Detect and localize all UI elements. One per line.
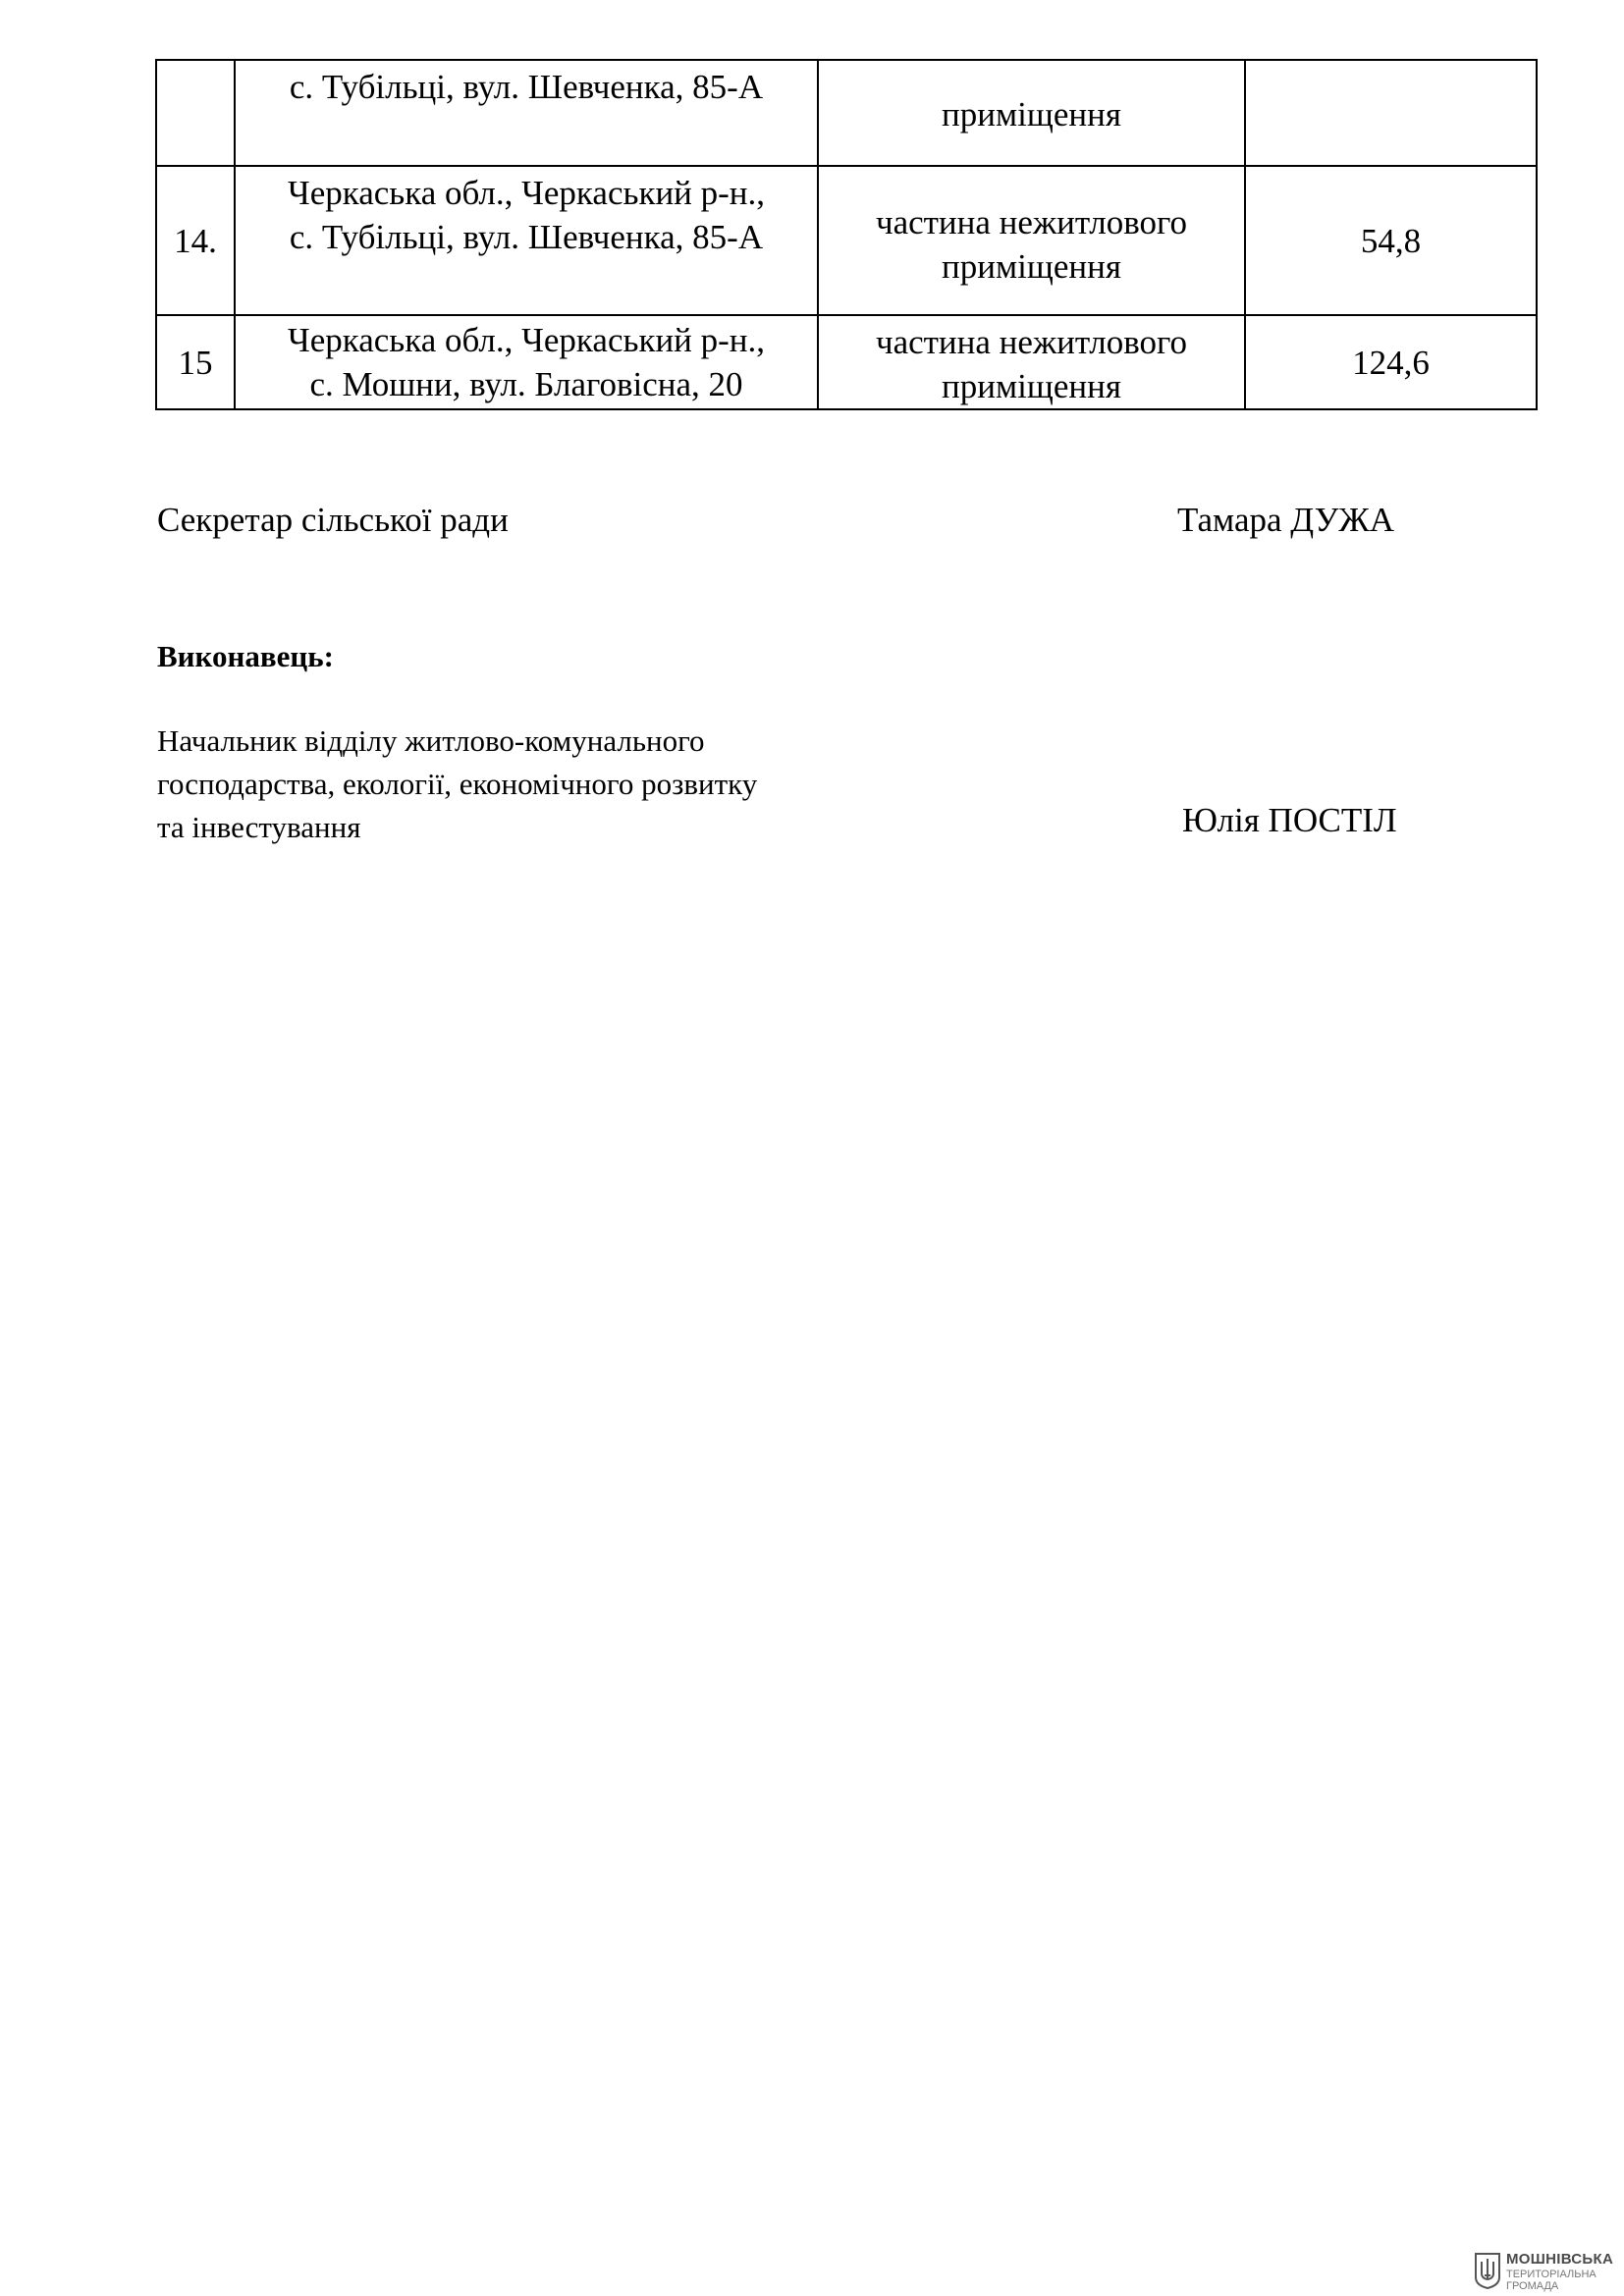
executor-position-line: Начальник відділу житлово-комунального [157, 723, 705, 758]
type-line: приміщення [942, 247, 1121, 286]
signature-title: Секретар сільської ради [157, 501, 509, 539]
address-line: Черкаська обл., Черкаський р-н., [287, 321, 766, 359]
row-number: 14. [156, 166, 235, 315]
executor-position-line: та інвестування [157, 810, 361, 844]
address-line: с. Мошни, вул. Благовісна, 20 [309, 365, 743, 403]
watermark-line: ГРОМАДА [1506, 2280, 1559, 2292]
executor-position [157, 720, 757, 849]
row-address [235, 315, 818, 409]
executor-position-line: господарства, екології, економічного розвитку [157, 767, 758, 801]
address-line: Черкаська обл., Черкаський р-н., [287, 174, 766, 212]
table-row [156, 315, 1537, 409]
address-line: с. Тубільці, вул. Шевченка, 85-А [289, 68, 764, 106]
row-number: 15 [156, 315, 235, 409]
row-area [1245, 60, 1537, 166]
row-address [235, 60, 818, 166]
table-row [156, 166, 1537, 315]
type-line: частина нежитлового [875, 323, 1188, 361]
trident-icon [1474, 2252, 1501, 2289]
row-type [818, 60, 1245, 166]
community-watermark [1474, 2250, 1617, 2293]
type-line: приміщення [942, 95, 1121, 133]
row-number [156, 60, 235, 166]
type-line: приміщення [942, 367, 1121, 405]
row-type [818, 166, 1245, 315]
row-area: 124,6 [1245, 315, 1537, 409]
table-row [156, 60, 1537, 166]
row-area: 54,8 [1245, 166, 1537, 315]
executor-label: Виконавець: [157, 639, 334, 673]
signature-name: Тамара ДУЖА [1177, 501, 1394, 539]
executor-name: Юлія ПОСТІЛ [1182, 801, 1397, 839]
address-line: с. Тубільці, вул. Шевченка, 85-А [289, 218, 764, 256]
row-address [235, 166, 818, 315]
watermark-line: ТЕРИТОРІАЛЬНА [1506, 2269, 1597, 2280]
type-line: частина нежитлового [875, 203, 1188, 241]
watermark-brand: МОШНІВСЬКА [1506, 2251, 1614, 2268]
property-table [155, 59, 1538, 410]
row-type [818, 315, 1245, 409]
